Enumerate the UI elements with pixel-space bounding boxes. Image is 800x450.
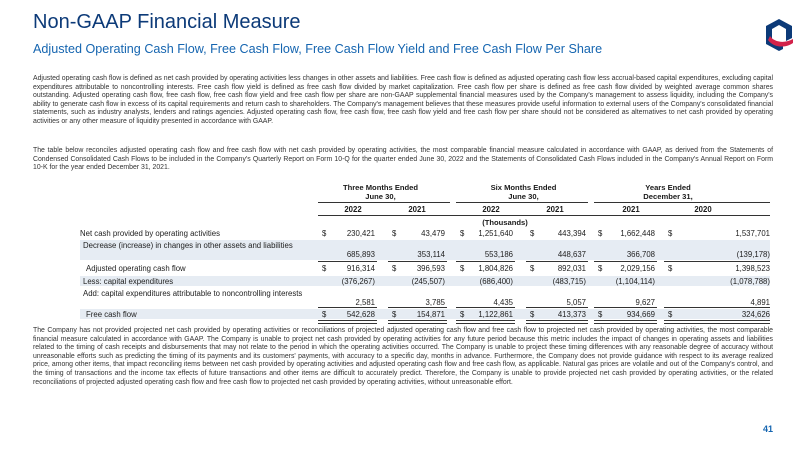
table-cell: 934,669 <box>626 310 655 319</box>
subtotal-rule <box>456 307 515 308</box>
table-cell: 553,186 <box>484 250 513 259</box>
page-number: 41 <box>763 424 774 434</box>
reconciliation-paragraph: The table below reconciles adjusted operating cash flow and free cash flow with net cash provided by operating activities, the most comparable financial measure calculated in accordance with GAAP, as derived from the Statements of Condensed Consolidated Cash Flows to be included in the Company's Quarterly Report on Form 10-Q for the quarter ended June 30, 2022 and the Statements of Consolidated Cash Flows included in the Company's Annual Report on Form 10-K for the year ended December 31, 2021. <box>33 147 773 172</box>
table-cell: 366,708 <box>626 250 655 259</box>
table-cell: (483,715) <box>552 277 586 286</box>
group-header-rule <box>594 202 770 203</box>
group-header-six-months: Six Months Ended June 30, <box>490 183 557 201</box>
table-cell: 1,251,640 <box>478 229 513 238</box>
row-label: Decrease (increase) in changes in other assets and liabilities <box>83 241 293 250</box>
table-row <box>80 288 770 308</box>
table-row <box>80 309 770 319</box>
currency-symbol: $ <box>598 310 603 319</box>
row-label: Free cash flow <box>86 310 137 319</box>
total-double-rule <box>526 320 588 324</box>
currency-symbol: $ <box>322 229 327 238</box>
total-double-rule <box>318 320 377 324</box>
total-double-rule <box>388 320 447 324</box>
group-header-three-months: Three Months Ended June 30, <box>342 183 419 201</box>
table-cell: (686,400) <box>479 277 513 286</box>
currency-symbol: $ <box>530 310 535 319</box>
row-label: Net cash provided by operating activities <box>80 229 220 238</box>
table-cell: 448,637 <box>557 250 586 259</box>
subtotal-rule <box>526 261 588 262</box>
table-cell: 4,891 <box>750 298 770 307</box>
table-row <box>80 276 770 286</box>
eqt-logo <box>764 18 794 52</box>
row-label: Adjusted operating cash flow <box>86 264 186 273</box>
year-header: 2022 <box>482 205 500 214</box>
table-cell: 4,435 <box>493 298 513 307</box>
year-header: 2020 <box>694 205 712 214</box>
table-cell: 2,029,156 <box>620 264 655 273</box>
table-cell: 1,662,448 <box>620 229 655 238</box>
subtotal-rule <box>318 261 377 262</box>
definition-paragraph: Adjusted operating cash flow is defined as net cash provided by operating activities less changes in other assets and liabilities. Free cash flow is defined as adjusted operating cash flow less accrual-based capital expenditures, excluding capital expenditures attributable to noncontrolling interests. Free cash flow yield is defined as free cash flow divided by market capitalization. Free cash flow per share is defined as free cash flow divided by weighted average common shares outstanding. Adjusted operating cash flow, free cash flow, free cash flow yield and free cash flow per share are non-GAAP supplemental financial measures used by the Company's management to assess liquidity, including the Company's ability to generate cash flow in excess of its capital requirements and return cash to shareholders. The Company's management believes that these measures provide useful information to external users of the Company's consolidated financial statements, such as industry analysts, lenders and ratings agencies. Adjusted operating cash flow, free cash flow, free cash flow yield and free cash flow per share should not be considered as alternatives to net cash provided by operating activities or any other measure of liquidity presented in accordance with GAAP. <box>33 75 773 125</box>
table-cell: 5,057 <box>566 298 586 307</box>
table-cell: 230,421 <box>346 229 375 238</box>
table-cell: 413,373 <box>557 310 586 319</box>
currency-symbol: $ <box>392 229 397 238</box>
currency-symbol: $ <box>530 229 535 238</box>
year-header: 2021 <box>546 205 564 214</box>
table-row <box>80 263 770 273</box>
table-cell: 1,398,523 <box>735 264 770 273</box>
disclaimer-paragraph: The Company has not provided projected net cash provided by operating activities or reconciliations of projected adjusted operating cash flow and free cash flow to projected net cash provided by operating activities, the most comparable financial measure calculated in accordance with GAAP. The Company is unable to project net cash provided by operating activities for any future period because this metric includes the impact of changes in operating assets and liabilities related to the timing of cash receipts and disbursements that may not relate to the period in which the operating activities occurred. The Company is unable to project these timing differences with any reasonable degree of accuracy without unreasonable efforts such as predicting the timing of its payments and its customers' payments, with accuracy to a specific day, months in advance. Furthermore, the Company does not provide guidance with respect to its average realized price, among other items, that impact reconciling items between net cash provided by operating activities and adjusted operating cash flow and free cash flow, as applicable. Natural gas prices are volatile and out of the Company's control, and the timing of transactions and the income tax effects of future transactions and other items are difficult to accurately predict. Therefore, the Company is unable to provide projected net cash provided by operating activities, or the related reconciliations of projected adjusted operating cash flow and free cash flow to projected net cash provided by operating activities, without unreasonable effort. <box>33 327 773 386</box>
table-cell: 3,785 <box>425 298 445 307</box>
total-double-rule <box>594 320 657 324</box>
table-cell: 353,114 <box>417 250 445 259</box>
currency-symbol: $ <box>460 310 465 319</box>
year-header: 2021 <box>622 205 640 214</box>
table-cell: 892,031 <box>557 264 586 273</box>
subtotal-rule <box>388 307 447 308</box>
table-cell: 43,479 <box>421 229 445 238</box>
table-cell: 9,627 <box>635 298 655 307</box>
currency-symbol: $ <box>322 264 327 273</box>
table-cell: 542,628 <box>346 310 375 319</box>
year-header-rule <box>318 215 770 216</box>
table-row <box>80 240 770 260</box>
currency-symbol: $ <box>598 229 603 238</box>
table-cell: (376,267) <box>341 277 375 286</box>
page-title: Non-GAAP Financial Measure <box>33 11 301 33</box>
table-cell: (1,104,114) <box>615 277 655 286</box>
table-cell: 1,122,861 <box>478 310 513 319</box>
subtotal-rule <box>456 261 515 262</box>
table-cell: 396,593 <box>416 264 445 273</box>
table-cell: 2,581 <box>355 298 375 307</box>
table-cell: 1,804,826 <box>478 264 513 273</box>
currency-symbol: $ <box>392 264 397 273</box>
table-cell: (1,078,788) <box>730 277 770 286</box>
subtotal-rule <box>664 307 770 308</box>
year-header: 2021 <box>408 205 426 214</box>
row-label: Add: capital expenditures attributable to noncontrolling interests <box>83 289 303 298</box>
subtotal-rule <box>526 307 588 308</box>
group-header-rule <box>456 202 588 203</box>
currency-symbol: $ <box>322 310 327 319</box>
currency-symbol: $ <box>392 310 397 319</box>
subtotal-rule <box>594 307 657 308</box>
units-label: (Thousands) <box>482 218 528 227</box>
table-cell: 685,893 <box>346 250 375 259</box>
table-cell: 916,314 <box>346 264 375 273</box>
row-label: Less: capital expenditures <box>83 277 174 286</box>
table-cell: (245,507) <box>411 277 445 286</box>
currency-symbol: $ <box>668 310 673 319</box>
total-double-rule <box>456 320 515 324</box>
subtotal-rule <box>318 307 377 308</box>
currency-symbol: $ <box>668 229 673 238</box>
currency-symbol: $ <box>530 264 535 273</box>
group-header-years: Years Ended December 31, <box>643 183 693 201</box>
subtotal-rule <box>388 261 447 262</box>
table-cell: 443,394 <box>557 229 586 238</box>
table-cell: 154,871 <box>416 310 445 319</box>
currency-symbol: $ <box>668 264 673 273</box>
table-cell: (139,178) <box>736 250 770 259</box>
currency-symbol: $ <box>460 264 465 273</box>
group-header-rule <box>318 202 450 203</box>
currency-symbol: $ <box>598 264 603 273</box>
subtotal-rule <box>594 261 657 262</box>
page-subtitle: Adjusted Operating Cash Flow, Free Cash Flow, Free Cash Flow Yield and Free Cash Flow Per Share <box>33 42 603 56</box>
table-cell: 1,537,701 <box>735 229 770 238</box>
table-cell: 324,626 <box>741 310 770 319</box>
subtotal-rule <box>664 261 770 262</box>
table-row <box>80 228 770 238</box>
currency-symbol: $ <box>460 229 465 238</box>
total-double-rule <box>664 320 770 324</box>
year-header: 2022 <box>344 205 362 214</box>
